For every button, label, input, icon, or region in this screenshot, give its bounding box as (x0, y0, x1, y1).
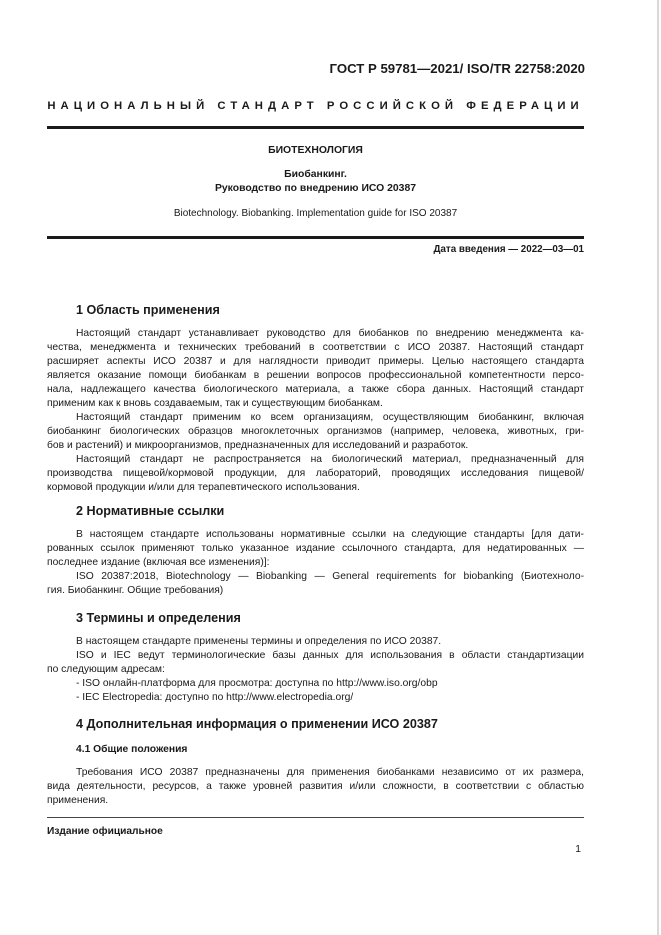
reference-line: ISO 20387:2018, Biotechnology — Biobanking — General requirements for biobanking (Биотехноло- (76, 571, 584, 582)
paragraph-line: биобанкинг биологических образцов многоклеточных организмов (например, человека, животных, гри- (47, 426, 584, 437)
paragraph-line: Требования ИСО 20387 предназначены для применения биобанками независимо от их размера, (76, 767, 584, 778)
introduction-date: Дата введения — 2022—03—01 (433, 244, 584, 255)
paragraph-line: производства пищевой/кормовой продукции, для лабораторий, проводящих исследования пищевой/ (47, 468, 584, 479)
paragraph-line: рованных ссылок применяют только указанное издание ссылочного стандарта, для недатированных — (47, 543, 584, 554)
title-english: Biotechnology. Biobanking. Implementation guide for ISO 20387 (173, 208, 458, 219)
paragraph-line: Настоящий стандарт применим ко всем организациям, осуществляющим биобанкинг, включая (76, 412, 584, 423)
paragraph-line: применения. (47, 795, 109, 806)
paragraph-line: В настоящем стандарте использованы нормативные ссылки на следующие стандарты [для дати- (76, 529, 584, 540)
paragraph-line: вида деятельности, ресурсов, а также уровней развития и/или сложности, в соответствии с областью (47, 781, 584, 792)
paragraph-line: В настоящем стандарте применены термины и определения по ИСО 20387. (76, 636, 442, 647)
paragraph-line: расширяет аспекты ИСО 20387 и для наглядности приводит примеры. Целью настоящего стандарта (47, 356, 584, 367)
paragraph-line: бов и растений) и микроорганизмов, предназначенных для исследований и разработок. (47, 440, 469, 451)
title-main: БИОТЕХНОЛОГИЯ (268, 145, 363, 156)
page-number: 1 (575, 844, 581, 855)
section-1-heading: 1 Область применения (76, 303, 220, 317)
footer-divider (47, 817, 584, 818)
title-sub-line1: Биобанкинг. (284, 169, 347, 180)
section-3-heading: 3 Термины и определения (76, 611, 241, 625)
paragraph-line: ISO и IEC ведут терминологические базы данных для использования в области стандартизации (76, 650, 584, 661)
national-standard-banner: НАЦИОНАЛЬНЫЙ СТАНДАРТ РОССИЙСКОЙ ФЕДЕРАЦИИ (47, 100, 584, 112)
document-code: ГОСТ Р 59781—2021/ ISO/TR 22758:2020 (329, 61, 585, 76)
paragraph-line: применим как к вновь создаваемым, так и существующим биобанкам. (47, 398, 383, 409)
paragraph-line: последнее издание (включая все изменения)]: (47, 557, 270, 568)
paragraph-line: Настоящий стандарт устанавливает руководство для биобанков по внедрению менеджмента ка- (76, 328, 584, 339)
paragraph-line: является оказание помощи биобанкам в решении вопросов профессиональной компетентности персо- (47, 370, 584, 381)
reference-line: гия. Биобанкинг. Общие требования) (47, 585, 224, 596)
subsection-4-1-heading: 4.1 Общие положения (76, 744, 188, 755)
paragraph-line: нала, надлежащего качества биологического материала, а также сбора данных. Настоящий стандарт (47, 384, 584, 395)
section-2-heading: 2 Нормативные ссылки (76, 504, 225, 518)
title-sub-line2: Руководство по внедрению ИСО 20387 (214, 183, 417, 194)
title-divider (47, 236, 584, 239)
official-edition-label: Издание официальное (47, 826, 163, 837)
paragraph-line: кормовой продукции и/или для терапевтического использования. (47, 482, 360, 493)
paragraph-line: чества, менеджмента и технических требований в соответствии с ИСО 20387. Настоящий стандарт (47, 342, 584, 353)
paragraph-line: по следующим адресам: (47, 664, 165, 675)
list-item-electropedia: - IEC Electropedia: доступно по http://www.electropedia.org/ (76, 692, 354, 703)
paragraph-line: Настоящий стандарт не распространяется на биологический материал, предназначенный для (76, 454, 584, 465)
list-item-iso-obp: - ISO онлайн-платформа для просмотра: доступна по http://www.iso.org/obp (76, 678, 438, 689)
top-divider (47, 126, 584, 129)
section-4-heading: 4 Дополнительная информация о применении ИСО 20387 (76, 717, 438, 731)
